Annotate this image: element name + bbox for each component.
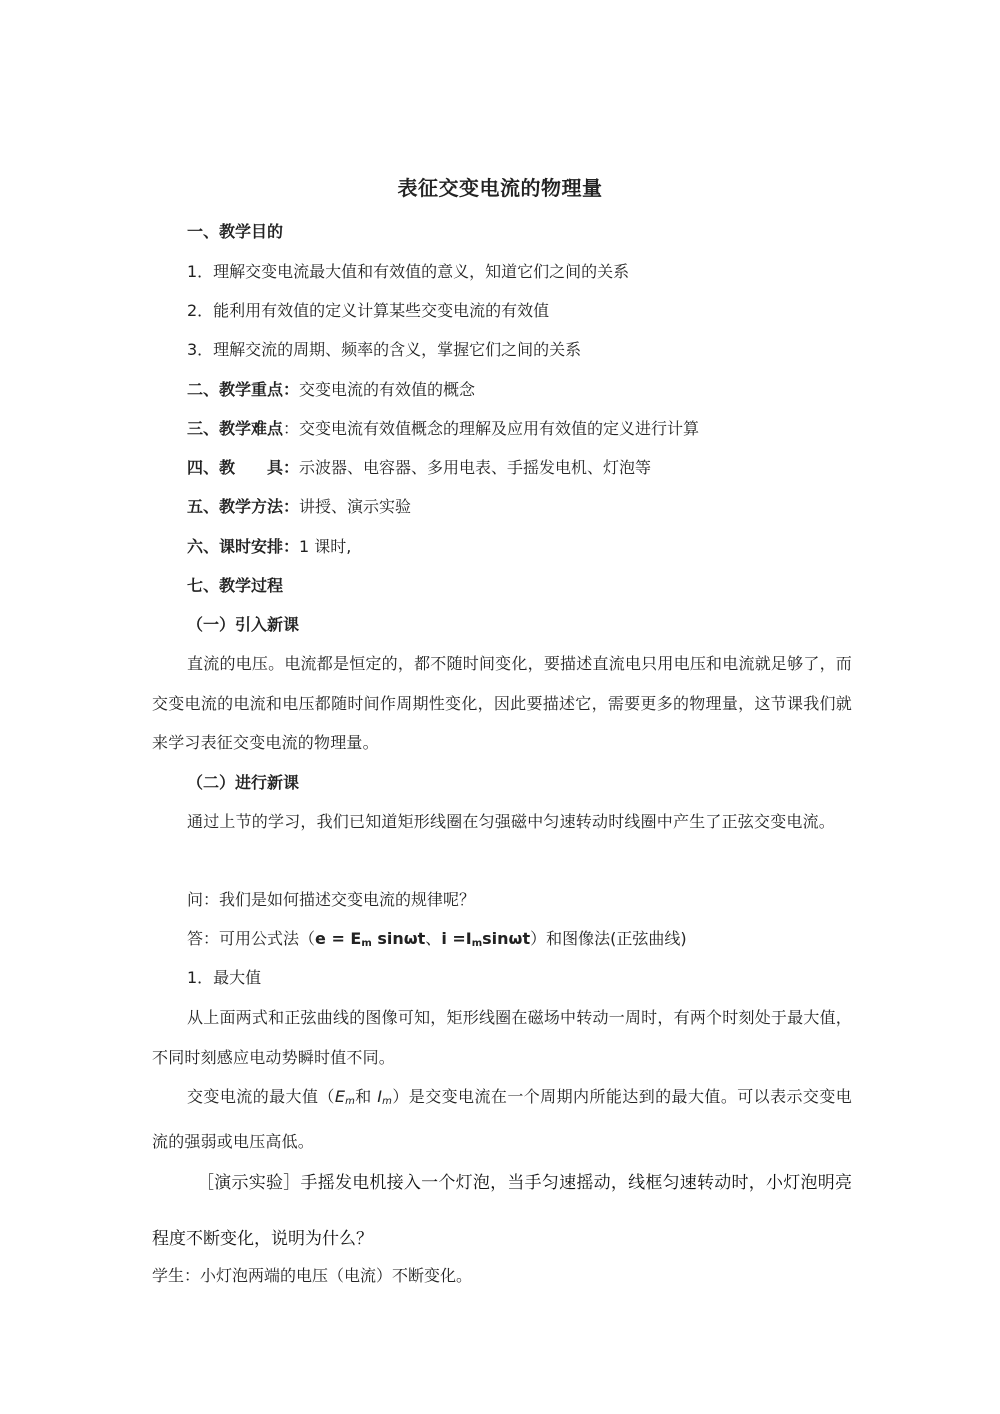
formula-separator: 、 [425,929,442,948]
symbol-im: $I_m$ [377,1087,393,1107]
tools-line [187,458,651,478]
schedule-label: 六、课时安排： [187,537,300,556]
question-line: 问：我们是如何描述交变电流的规律呢？ [187,890,476,909]
difficulty-label: 三、教学难点 [187,419,284,438]
tools-label: 四、教 具： [187,458,300,477]
method-text: 讲授、演示实验 [299,497,412,516]
answer-suffix: ）和图像法(正弦曲线) [530,929,687,948]
key-point-text: 交变电流的有效值的概念 [299,380,476,399]
method-line [187,497,411,517]
objective-item-1: 1．理解交变电流最大值和有效值的意义，知道它们之间的关系 [187,262,630,281]
key-point-line [187,380,475,400]
demo-experiment-paragraph: ［演示实验］手摇发电机接入一个灯泡，当手匀速摇动，线框匀速转动时，小灯泡明亮程度不断变化，说明为什么？ [152,1173,852,1249]
schedule-line [187,537,351,557]
tools-text: 示波器、电容器、多用电表、手摇发电机、灯泡等 [299,458,652,477]
student-answer: 学生：小灯泡两端的电压（电流）不断变化。 [152,1266,473,1285]
part2-paragraph-3: 交变电流的最大值（$E_m$和 $I_m$）是交变电流在一个周期内所能达到的最大值。可以表示交变电流的强弱或电压高低。 [152,1087,852,1151]
answer-line [187,929,687,954]
part2-heading: （二）进行新课 [187,773,300,792]
section-objectives-heading: 一、教学目的 [187,222,284,241]
part1-paragraph: 直流的电压。电流都是恒定的，都不随时间变化，要描述直流电只用电压和电流就足够了，而交变电流的电流和电压都随时间作周期性变化，因此要描述它，需要更多的物理量，这节课我们就来学习表征交变电流的物理量。 [152,654,852,752]
part1-heading: （一）引入新课 [187,615,300,634]
objective-item-3: 3．理解交流的周期、频率的含义，掌握它们之间的关系 [187,340,582,359]
answer-prefix: 答：可用公式法（ [187,929,316,948]
subheading-max-value: 1．最大值 [187,968,262,987]
formula-i: $i =I_m\sin\omega t$ [441,929,531,949]
key-point-label: 二、教学重点： [187,380,300,399]
schedule-text: 1 课时, [299,537,352,556]
process-heading: 七、教学过程 [187,576,284,595]
formula-e: $e = E_m$ sinωt [315,929,426,949]
objective-item-2: 2．能利用有效值的定义计算某些交变电流的有效值 [187,301,550,320]
method-label: 五、教学方法： [187,497,300,516]
difficulty-line [187,419,699,439]
part2-paragraph-1: 通过上节的学习，我们已知道矩形线圈在匀强磁中匀速转动时线圈中产生了正弦交变电流。 [187,812,836,831]
difficulty-text: ：交变电流有效值概念的理解及应用有效值的定义进行计算 [283,419,700,438]
part2-paragraph-2: 从上面两式和正弦曲线的图像可知，矩形线圈在磁场中转动一周时，有两个时刻处于最大值，不同时刻感应电动势瞬时值不同。 [152,1008,852,1067]
symbol-em: $E_m$ [334,1087,356,1107]
document-title: 表征交变电流的物理量 [397,176,603,200]
